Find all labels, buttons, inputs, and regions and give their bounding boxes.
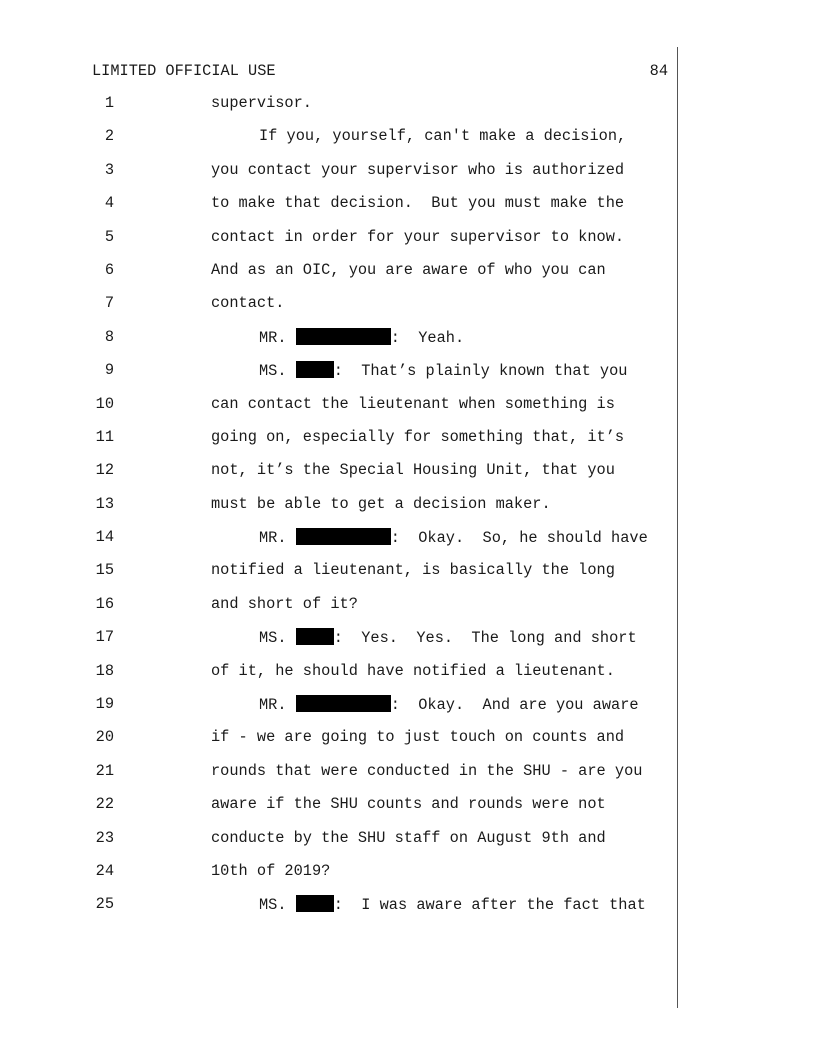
transcript-line	[0, 895, 816, 928]
transcript-line	[0, 762, 816, 795]
transcript-line	[0, 662, 816, 695]
speaker-prefix: MR.	[259, 529, 296, 548]
speech-text: : Okay. And are you aware	[390, 696, 639, 715]
redaction-box	[296, 361, 334, 378]
redaction-box	[296, 328, 391, 345]
line-text	[259, 528, 648, 547]
transcript-line	[0, 695, 816, 728]
line-text	[259, 361, 627, 380]
line-number: 19	[95, 695, 114, 714]
transcript-line	[0, 595, 816, 628]
redaction-box	[296, 895, 334, 912]
speaker-prefix: MR.	[259, 696, 296, 715]
speaker-prefix: MS.	[259, 896, 296, 915]
line-text	[259, 695, 639, 714]
speech-text: : Okay. So, he should have	[390, 529, 648, 548]
line-text: you contact your supervisor who is authorized	[211, 160, 625, 179]
transcript-line	[0, 795, 816, 828]
line-number: 16	[95, 594, 114, 613]
transcript-line	[0, 461, 816, 494]
line-text	[259, 895, 646, 914]
redaction-box	[296, 628, 334, 645]
transcript-line	[0, 127, 816, 160]
transcript-line	[0, 728, 816, 761]
line-number: 5	[104, 227, 114, 246]
line-number: 6	[104, 260, 114, 279]
transcript-line	[0, 428, 816, 461]
line-number: 8	[104, 327, 114, 346]
line-text: not, it’s the Special Housing Unit, that you	[211, 461, 615, 480]
transcript-line	[0, 361, 816, 394]
transcript-line	[0, 528, 816, 561]
speech-text: : Yes. Yes. The long and short	[333, 629, 637, 648]
transcript-line	[0, 194, 816, 227]
transcript-line	[0, 261, 816, 294]
line-number: 20	[95, 728, 114, 747]
line-number: 17	[95, 628, 114, 647]
transcript-line	[0, 628, 816, 661]
line-text: rounds that were conducted in the SHU - are you	[211, 761, 643, 780]
line-text: and short of it?	[211, 594, 358, 613]
transcript-line	[0, 161, 816, 194]
line-text: going on, especially for something that, it’s	[211, 427, 625, 446]
line-text: contact in order for your supervisor to know.	[211, 227, 625, 246]
line-text: aware if the SHU counts and rounds were not	[211, 795, 606, 814]
transcript-line	[0, 495, 816, 528]
line-number: 25	[95, 895, 114, 914]
line-number: 11	[95, 427, 114, 446]
line-text: to make that decision. But you must make the	[211, 194, 625, 213]
line-text	[259, 328, 464, 347]
line-text: supervisor.	[211, 94, 312, 112]
line-number: 9	[104, 361, 114, 380]
line-text: 10th of 2019?	[211, 861, 331, 880]
line-number: 2	[104, 127, 114, 146]
line-number: 7	[104, 294, 114, 313]
transcript-line	[0, 561, 816, 594]
line-text: of it, he should have notified a lieutenant.	[211, 661, 615, 680]
line-text: conducte by the SHU staff on August 9th and	[211, 828, 606, 847]
line-number: 13	[95, 494, 114, 513]
line-text: notified a lieutenant, is basically the long	[211, 561, 615, 580]
line-text: must be able to get a decision maker.	[211, 494, 551, 513]
line-text: And as an OIC, you are aware of who you can	[211, 260, 606, 279]
speech-text: : Yeah.	[390, 328, 465, 347]
line-text: contact.	[211, 294, 285, 313]
redaction-box	[296, 695, 391, 712]
line-number: 1	[104, 94, 114, 112]
line-text: if - we are going to just touch on counts and	[211, 728, 625, 747]
transcript-line	[0, 395, 816, 428]
line-number: 24	[95, 861, 114, 880]
speaker-prefix: MR.	[259, 328, 296, 347]
transcript-line	[0, 228, 816, 261]
line-number: 15	[95, 561, 114, 580]
line-number: 21	[95, 761, 114, 780]
line-number: 3	[104, 160, 114, 179]
line-text	[259, 628, 637, 647]
line-number: 18	[95, 661, 114, 680]
transcript-line	[0, 829, 816, 862]
transcript-line	[0, 294, 816, 327]
line-number: 10	[95, 394, 114, 413]
speaker-prefix: MS.	[259, 629, 296, 648]
transcript-line	[0, 328, 816, 361]
line-number: 4	[104, 194, 114, 213]
transcript-line	[0, 94, 816, 127]
page-number: 84	[649, 62, 668, 80]
redaction-box	[296, 528, 391, 545]
transcript-line	[0, 862, 816, 895]
speaker-prefix: MS.	[259, 362, 296, 381]
classification-header: LIMITED OFFICIAL USE	[92, 62, 276, 80]
line-text: If you, yourself, can't make a decision,	[259, 127, 627, 146]
transcript-body	[0, 94, 816, 929]
speech-text: : That’s plainly known that you	[333, 362, 628, 381]
line-number: 22	[95, 795, 114, 814]
line-text: can contact the lieutenant when something is	[211, 394, 615, 413]
line-number: 14	[95, 528, 114, 547]
line-number: 12	[95, 461, 114, 480]
speech-text: : I was aware after the fact that	[333, 896, 646, 915]
line-number: 23	[95, 828, 114, 847]
